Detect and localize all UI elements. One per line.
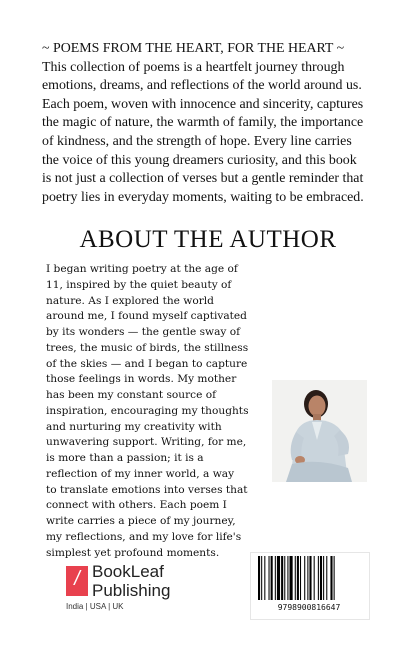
bio-line: write carries a piece of my journey, (46, 515, 236, 527)
blurb-line: ~ POEMS FROM THE HEART, FOR THE HEART ~ (42, 41, 345, 56)
bio-line: around me, I found myself captivated (46, 310, 247, 323)
bio-line: unwavering support. Writing, for me, (46, 436, 247, 449)
bio-line: of the skies — and I began to capture (46, 357, 248, 370)
bio-line: trees, the music of birds, the stillness (46, 341, 249, 354)
bio-line: has been my constant source of (46, 389, 217, 401)
blurb-line: Each poem, woven with innocence and sincerity, captures (42, 96, 364, 112)
blurb-line: of kindness, and the strength of hope. Every line carries (42, 133, 352, 149)
bio-line: I began writing poetry at the age of (46, 263, 238, 275)
blurb-line: This collection of poems is a heartfelt journey through (42, 59, 345, 75)
publisher-name-line2: Publishing (92, 581, 171, 600)
bio-line: nature. As I explored the world (46, 294, 214, 307)
blurb-line: is not just a collection of verses but a gentle reminder that (42, 171, 364, 187)
isbn-number: 9798900816647 (277, 603, 341, 612)
bio-line: to translate emotions into verses that (46, 483, 248, 496)
bio-line: inspiration, encouraging my thoughts (46, 404, 249, 417)
bio-line: simplest yet profound moments. (46, 546, 220, 559)
author-bio (46, 262, 256, 561)
bio-line: connect with others. Each poem I (46, 499, 227, 512)
blurb-line: the voice of this young dreamers curiosity, and this book (42, 152, 357, 168)
blurb-line: the magic of nature, the warmth of family, the importance (42, 115, 364, 131)
bio-line: reflection of my inner world, a way (46, 467, 235, 480)
blurb-line: poetry lies in everyday moments, waiting to be embraced. (42, 189, 364, 205)
bio-line: and nurturing my creativity with (46, 420, 222, 433)
publisher-logo-glyph: / (74, 568, 80, 590)
bio-line: my reflections, and my love for life's (46, 530, 242, 543)
back-cover-blurb (42, 40, 382, 207)
author-photo (272, 380, 367, 482)
bio-line: by its wonders — the gentle sway of (46, 326, 241, 338)
blurb-line: emotions, dreams, and reflections of the world around us. (42, 78, 362, 94)
publisher-logo (66, 566, 88, 596)
bio-line: those feelings in words. My mother (46, 373, 237, 386)
publisher-regions: India | USA | UK (66, 602, 124, 611)
bio-line: 11, inspired by the quiet beauty of (46, 278, 232, 291)
publisher-name: BookLeaf (92, 562, 164, 581)
bio-line: is more than a passion; it is a (46, 452, 204, 464)
about-author-heading: ABOUT THE AUTHOR (79, 226, 337, 253)
barcode-icon (258, 556, 358, 600)
